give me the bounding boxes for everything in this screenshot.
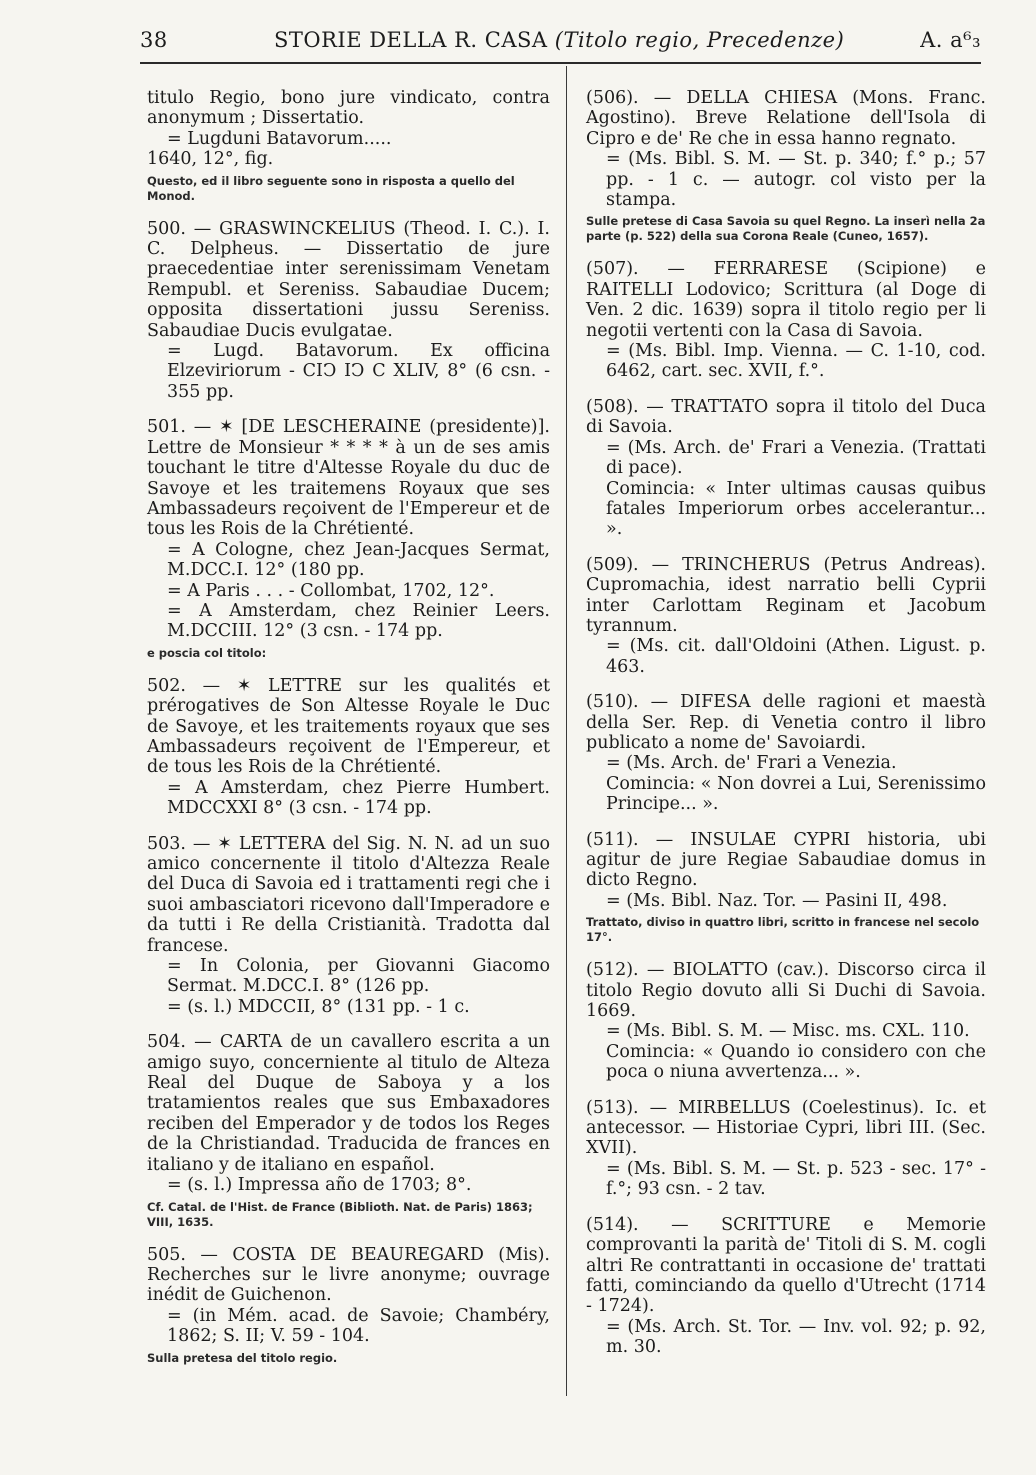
entry-line: titulo Regio, bono jure vindicato, contra anonymum ; Dissertatio. bbox=[147, 88, 550, 129]
entry-line: = (Ms. Arch. de' Frari a Venezia. bbox=[606, 753, 897, 774]
entry-503 bbox=[147, 834, 550, 1018]
entry-line: (511). — INSULAE CYPRI historia, ubi agitur de jure Regiae Sabaudiae domus in dicto Regno. bbox=[586, 829, 986, 891]
entry-line: = (Ms. Bibl. S. M. — St. p. 523 - sec. 17° - f.°; 93 csn. - 2 tav. bbox=[606, 1158, 986, 1200]
entry-line: = (Ms. Bibl. S. M. — St. p. 340; f.° p.; 57 pp. - 1 c. — autogr. col visto per la stampa. bbox=[606, 149, 986, 211]
entry-501 bbox=[147, 417, 550, 660]
running-title-subtitle: (Titolo regio, Precedenze) bbox=[554, 28, 845, 52]
entry-line: (507). — FERRARESE (Scipione) e RAITELLI Lodovico; Scrittura (al Doge di Ven. 2 dic. 1639) sopra il titolo regio per li negotii vertenti con la Casa di Savoia. bbox=[586, 259, 986, 341]
entry-line: 501. — ✶ [DE LESCHERAINE (presidente)]. Lettre de Monsieur * * * * à un de ses amis touchant le titre d'Altesse Royale du duc de Savoye et les traitemens Royaux que ses Ambassadeurs reçoivent de l'Empereur et de tous les Rois de la Chrétienté. bbox=[147, 417, 550, 540]
entry-514 bbox=[586, 1215, 986, 1358]
entry-line: = (s. l.) Impressa año de 1703; 8°. bbox=[167, 1175, 472, 1196]
entry-line: = In Colonia, per Giovanni Giacomo Sermat. M.DCC.I. 8° (126 pp. bbox=[167, 956, 550, 997]
entry-line: = A Amsterdam, chez Pierre Humbert. MDCCXXI 8° (3 csn. - 174 pp. bbox=[167, 777, 550, 819]
entry-line: 500. — GRASWINCKELIUS (Theod. I. C.). I. C. Delpheus. — Dissertatio de jure praecedentiae inter serenissimam Venetam Rempubl. et Sereniss. Sabaudiae Ducem; opposita dissertationi jussu Sereniss. Sabaudiae Ducis evulgatae. bbox=[147, 218, 550, 341]
entry-note: e poscia col titolo: bbox=[147, 645, 267, 660]
entry-510 bbox=[586, 692, 986, 814]
entry-line: Comincia: « Quando io considero con che poca o niuna avvertenza... ». bbox=[606, 1041, 986, 1083]
entry-line: = A Cologne, chez Jean-Jacques Sermat, M.DCC.I. 12° (180 pp. bbox=[167, 539, 550, 581]
entry-513 bbox=[586, 1098, 986, 1200]
entry-line: 504. — CARTA de un cavallero escrita a un amigo suyo, concerniente al titulo de Alteza Real del Duque de Saboya y a los tratamientos reales que sus Embaxadores reciben del Emperador y de todos los Reges de la Christiandad. Traducida de frances en italiano y de italiano en español. bbox=[147, 1032, 550, 1175]
entry-line: = (s. l.) MDCCII, 8° (131 pp. - 1 c. bbox=[167, 996, 470, 1017]
entry-note: Cf. Catal. de l'Hist. de France (Biblioth. Nat. de Paris) 1863; VIII, 1635. bbox=[147, 1199, 533, 1229]
entry-line: (509). — TRINCHERUS (Petrus Andreas). Cupromachia, idest narratio belli Cyprii inter Carlottam Reginam et Jacobum tyrannum. bbox=[586, 554, 986, 636]
entry-500 bbox=[147, 219, 550, 403]
entry-508 bbox=[586, 397, 986, 540]
entry-511 bbox=[586, 830, 986, 946]
entry-line: = Lugd. Batavorum. Ex officina Elzeviriorum - CIↃ IↃ C XLIV, 8° (6 csn. - 355 pp. bbox=[167, 341, 550, 402]
entry-line: (510). — DIFESA delle ragioni et maestà della Ser. Rep. di Venetia contro il libro publicato a nome de' Savoiardi. bbox=[586, 692, 986, 753]
entry-line: (508). — TRATTATO sopra il titolo del Duca di Savoia. bbox=[586, 396, 986, 438]
entry-line: (512). — BIOLATTO (cav.). Discorso circa il titolo Regio dovuto alli Si Duchi di Savoia. 1669. bbox=[586, 960, 986, 1022]
entry-line: = A Paris . . . - Collombat, 1702, 12°. bbox=[167, 580, 495, 601]
entry-line: 1640, 12°, fig. bbox=[147, 149, 274, 170]
entry-note: Trattato, diviso in quattro libri, scritto in francese nel secolo 17°. bbox=[586, 915, 980, 945]
entry-509 bbox=[586, 555, 986, 677]
entry-line: Comincia: « Inter ultimas causas quibus fatales Imperiorum orbes accelerantur... ». bbox=[606, 478, 986, 540]
entry-504 bbox=[147, 1032, 550, 1229]
running-title-main: STORIE DELLA R. CASA bbox=[274, 28, 548, 52]
entry-506 bbox=[586, 88, 986, 244]
entry-line: Comincia: « Non dovrei a Lui, Serenissimo Principe... ». bbox=[606, 773, 986, 815]
entry-line: = (Ms. Bibl. S. M. — Misc. ms. CXL. 110. bbox=[606, 1021, 970, 1042]
entry-line: 503. — ✶ LETTERA del Sig. N. N. ad un suo amico concernente il titolo d'Altezza Reale del Duca di Savoia ed i trattamenti regi che i suoi ambasciatori ricevono dall'Imperadore e da tutti i Re della Cristianità. Tradotta dal francese. bbox=[147, 833, 550, 956]
entry-line: = (Ms. Bibl. Naz. Tor. — Pasini II, 498. bbox=[606, 890, 948, 911]
right-column bbox=[586, 88, 986, 1373]
header-rule bbox=[140, 62, 981, 64]
entry-505 bbox=[147, 1245, 550, 1366]
entry-line: = (in Mém. acad. de Savoie; Chambéry, 1862; S. II; V. 59 - 104. bbox=[167, 1305, 550, 1347]
entry-512 bbox=[586, 960, 986, 1082]
left-column bbox=[147, 88, 550, 1381]
entry-507 bbox=[586, 259, 986, 381]
entry-note: Questo, ed il libro seguente sono in risposta a quello del Monod. bbox=[147, 173, 515, 203]
entry-line: = (Ms. Bibl. Imp. Vienna. — C. 1-10, cod. 6462, cart. sec. XVII, f.°. bbox=[606, 341, 986, 382]
entry-line: 505. — COSTA DE BEAUREGARD (Mis). Recherches sur le livre anonyme; ouvrage inédit de Guichenon. bbox=[147, 1244, 550, 1306]
running-title bbox=[274, 28, 844, 52]
entry-line: (514). — SCRITTURE e Memorie comprovanti la parità de' Titoli di S. M. cogli altri Re contrattanti in occasione de' trattati fatti, cominciando da quello d'Utrecht (1714 - 1724). bbox=[586, 1214, 986, 1317]
entry-line: (506). — DELLA CHIESA (Mons. Franc. Agostino). Breve Relatione dell'Isola di Cipro e de' Re che in essa hanno regnato. bbox=[586, 88, 986, 149]
entry-line: = Lugduni Batavorum..... bbox=[167, 128, 392, 149]
entry-502 bbox=[147, 676, 550, 819]
entry-line: 502. — ✶ LETTRE sur les qualités et prérogatives de Son Altesse Royale le Duc de Savoye, et les traitements royaux que ses Ambassadeurs reçoivent de l'Empereur, et de tous les Rois de la Chrétienté. bbox=[147, 675, 550, 778]
entry-line: = A Amsterdam, chez Reinier Leers. M.DCCIII. 12° (3 csn. - 174 pp. bbox=[167, 600, 550, 642]
entry-line: = (Ms. Arch. de' Frari a Venezia. (Trattati di pace). bbox=[606, 437, 986, 479]
entry-499-continuation bbox=[147, 88, 550, 204]
page-number: 38 bbox=[140, 28, 168, 52]
column-divider bbox=[566, 66, 567, 1396]
entry-note: Sulla pretesa del titolo regio. bbox=[147, 1350, 338, 1365]
entry-line: (513). — MIRBELLUS (Coelestinus). Ic. et antecessor. — Historiae Cypri, libri III. (Sec. XVII). bbox=[586, 1097, 986, 1159]
entry-line: = (Ms. cit. dall'Oldoini (Athen. Ligust. p. 463. bbox=[606, 636, 986, 677]
signature-mark: A. a⁶₃ bbox=[920, 28, 981, 52]
entry-note: Sulle pretese di Casa Savoia su quel Regno. La inserì nella 2a parte (p. 522) della sua Corona Reale (Cuneo, 1657). bbox=[586, 214, 986, 244]
page-header bbox=[140, 28, 981, 58]
entry-line: = (Ms. Arch. St. Tor. — Inv. vol. 92; p. 92, m. 30. bbox=[606, 1316, 986, 1358]
